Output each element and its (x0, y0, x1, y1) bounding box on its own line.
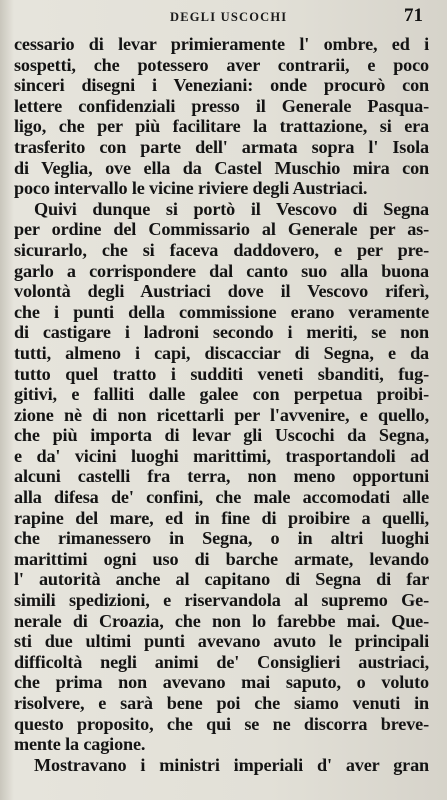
text-line: volontà degli Austriaci dove il Vescovo riferì, (14, 281, 429, 302)
text-line: che i punti della commissione erano veramente (14, 301, 429, 322)
text-line: garlo a corrispondere dal canto suo alla buona (14, 260, 429, 281)
page-number: 71 (404, 5, 423, 26)
text-line: Mostravano i ministri imperiali d' aver gran (34, 754, 429, 775)
text-line: risolvere, e sarà bene poi che siamo venuti in (14, 693, 429, 713)
text-line: sinceri disegni i Veneziani: onde procurò con (14, 75, 429, 96)
text-line: zione nè di non ricettarli per l'avvenire, e quello, (14, 404, 429, 425)
text-line: che più importa di levar gli Uscochi da Segna, (14, 425, 429, 446)
text-line: sospetti, che potessero aver contrarii, e poco (14, 54, 429, 75)
text-line: l' autorità anche al capitano di Segna di far (14, 569, 429, 590)
text-line: nerale di Croazia, che non lo farebbe mai. Que- (14, 610, 429, 631)
page-header (0, 4, 447, 28)
text-line: trasferito con parte dell' armata sopra l' Isola (14, 136, 429, 157)
text-line: poco intervallo le vicine riviere degli Austriaci. (14, 178, 368, 199)
text-line: Quivi dunque si portò il Vescovo di Segna (34, 198, 429, 219)
text-line: questo proposito, che qui se ne discorra breve- (14, 713, 429, 734)
text-line: che rimanessero in Segna, o in altri luoghi (14, 528, 429, 549)
text-line: marittimi ogni uso di barche armate, levando (14, 548, 429, 569)
running-head: DEGLI USCOCHI (170, 10, 288, 24)
text-line: alla difesa de' confini, che male accomodati alle (14, 487, 429, 508)
text-line: di Veglia, ove ella da Castel Muschio mira con (14, 157, 429, 178)
text-line: simili spedizioni, e riservandola al supremo Ge- (14, 590, 429, 611)
text-line: tutto quel tratto i sudditi veneti sbanditi, fug- (14, 363, 429, 384)
text-line: alcuni castelli fra terra, non meno opportuni (14, 466, 429, 487)
text-line: mente la cagione. (14, 734, 146, 755)
text-line: ligo, che per più facilitare la trattazione, si era (14, 116, 429, 137)
text-line: gitivi, e falliti dalle galee con perpetua proibi- (14, 384, 429, 405)
text-line: per ordine del Commissario al Generale per as- (14, 219, 429, 240)
text-line: cessario di levar primieramente l' ombre, ed i (14, 34, 429, 54)
text-line: che prima non avevano mai saputo, o voluto (14, 672, 429, 693)
text-line: e da' vicini luoghi marittimi, trasportandoli ad (14, 445, 429, 466)
text-line: tutti, almeno i capi, discacciar di Segna, e da (14, 342, 429, 363)
text-line: di castigare i ladroni secondo i meriti, se non (14, 322, 429, 343)
text-line: sti due ultimi punti avevano avuto le principali (14, 631, 429, 652)
text-line: rapine del mare, ed in fine di proibire a quelli, (14, 507, 429, 528)
body-text (14, 34, 429, 775)
text-line: difficoltà negli animi de' Consiglieri austriaci, (14, 651, 429, 672)
text-line: sicurarlo, che si faceva daddovero, e per pre- (14, 239, 429, 260)
text-line: lettere confidenziali presso il Generale Pasqua- (14, 95, 429, 116)
